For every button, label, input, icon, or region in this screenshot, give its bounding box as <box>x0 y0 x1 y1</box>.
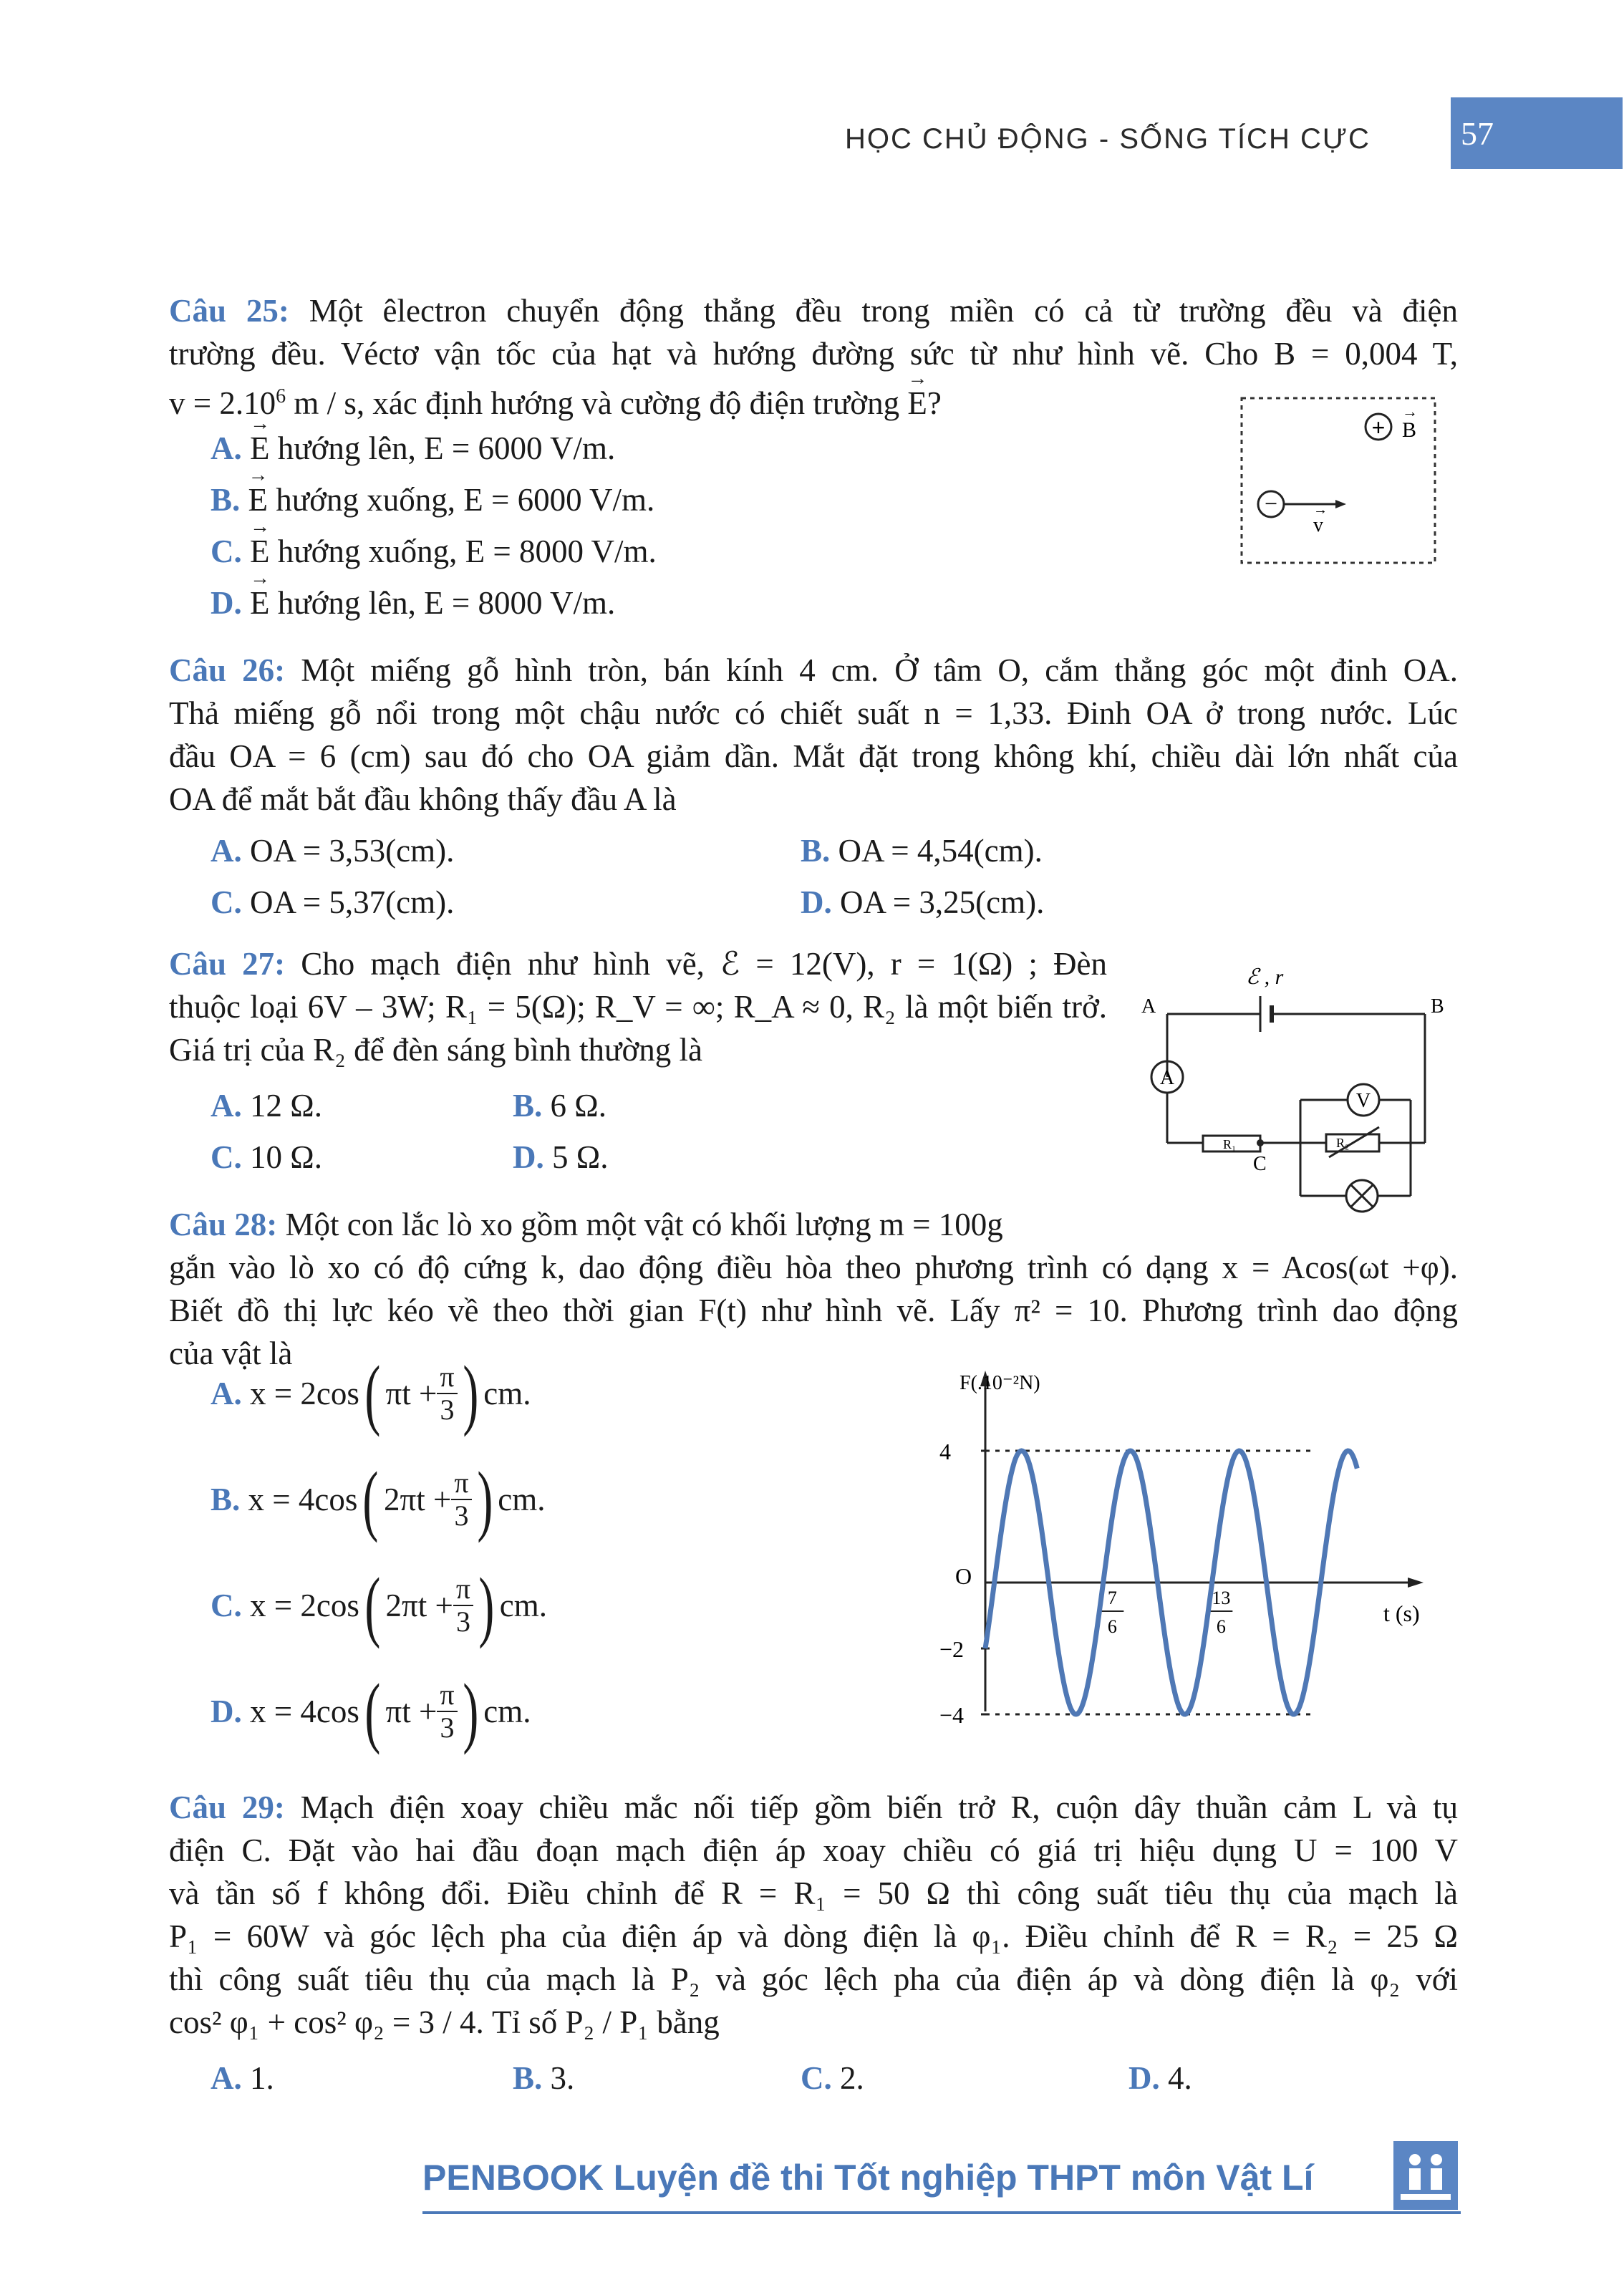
option-letter: A. <box>211 1088 242 1124</box>
option-b[interactable] <box>513 2057 574 2100</box>
question-text: P₁ = 60W và góc lệch pha của điện áp và dòng điện là φ₁. Điều chỉnh để R = R₂ = 25 Ω <box>169 1918 1458 1954</box>
right-paren: ) <box>462 1668 478 1755</box>
option-letter: B. <box>513 2060 543 2096</box>
option-arg: πt + <box>385 1694 438 1729</box>
fraction <box>437 1361 457 1426</box>
option-b[interactable] <box>211 478 654 521</box>
question-text: trường đều. Véctơ vận tốc của hạt và hướng đường sức từ như hình vẽ. Cho B = 0,004 T, <box>169 336 1458 372</box>
vector-e: → E <box>250 427 270 470</box>
question-text: đầu OA = 6 (cm) sau đó cho OA giảm dần. Mắt đặt trong không khí, chiều dài lớn nhất của <box>169 738 1458 774</box>
denominator: 3 <box>440 1394 455 1426</box>
question-text: Giá trị của R₂ để đèn sáng bình thường là <box>169 1032 702 1068</box>
question-26 <box>169 649 1458 821</box>
ammeter-label: A <box>1159 1067 1175 1089</box>
x-tick-denominator: 6 <box>1216 1616 1226 1637</box>
option-text: OA = 5,37(cm). <box>250 884 455 920</box>
option-text: OA = 4,54(cm). <box>838 833 1043 869</box>
footer-title: PENBOOK Luyện đề thi Tốt nghiệp THPT môn Vật Lí <box>422 2158 1314 2198</box>
option-unit: cm. <box>498 1482 546 1517</box>
question-text: OA để mắt bắt đầu không thấy đầu A là <box>169 781 677 817</box>
option-letter: C. <box>211 533 242 569</box>
question-label: Câu 26: <box>169 652 286 688</box>
option-text: x = 4cos <box>250 1694 359 1729</box>
question-text: cos² φ₁ + cos² φ₂ = 3 / 4. Tỉ số P₂ / P₁ bằng <box>169 2004 720 2040</box>
question-text: Một êlectron chuyển động thẳng đều trong miền có cả từ trường đều và điện <box>309 293 1459 329</box>
option-c[interactable] <box>801 2057 864 2100</box>
question-text: ? <box>927 385 942 421</box>
fraction <box>437 1679 457 1744</box>
numerator: π <box>437 1679 457 1712</box>
option-unit: cm. <box>499 1588 547 1623</box>
vector-e: → E <box>907 382 927 425</box>
right-paren: ) <box>476 1456 493 1543</box>
option-letter: A. <box>211 2060 242 2096</box>
option-d[interactable] <box>513 1136 608 1179</box>
question-text: thì công suất tiêu thụ của mạch là P₂ và góc lệch pha của điện áp và dòng điện là φ₂ với <box>169 1961 1458 1997</box>
velocity-arrowhead <box>1335 500 1346 508</box>
question-text: Một miếng gỗ hình tròn, bán kính 4 cm. Ở tâm O, cắm thẳng góc một đinh OA. <box>301 652 1459 688</box>
option-text: OA = 3,25(cm). <box>840 884 1045 920</box>
option-a[interactable] <box>211 1350 531 1437</box>
vector-e: → E <box>250 581 270 624</box>
question-label: Câu 29: <box>169 1789 285 1825</box>
node-a-label: A <box>1141 995 1156 1018</box>
running-header: HỌC CHỦ ĐỘNG - SỐNG TÍCH CỰC <box>845 123 1371 155</box>
option-arg: 2πt + <box>384 1482 452 1517</box>
x-tick-numerator: 13 <box>1212 1588 1231 1608</box>
circuit-figure <box>1139 957 1468 1222</box>
option-b[interactable] <box>801 829 1043 872</box>
right-paren: ) <box>478 1562 495 1649</box>
option-d[interactable] <box>801 881 1044 924</box>
option-text: 10 Ω. <box>250 1139 322 1175</box>
electron-field-figure <box>1239 395 1439 567</box>
node-c <box>1257 1139 1264 1146</box>
question-text: Thả miếng gỗ nổi trong một chậu nước có chiết suất n = 1,33. Đinh OA ở trong nước. Lúc <box>169 695 1458 731</box>
option-letter: A. <box>211 1376 242 1411</box>
y-axis-label: F(.10⁻²N) <box>960 1372 1040 1394</box>
r2-label: R₂ <box>1336 1136 1350 1150</box>
left-paren: ( <box>362 1456 379 1543</box>
question-text: gắn vào lò xo có độ cứng k, dao động điều hòa theo phương trình có dạng x = Acos(ωt +φ). <box>169 1250 1458 1285</box>
book-logo-icon <box>1393 2141 1458 2210</box>
option-c[interactable] <box>211 530 657 573</box>
option-letter: A. <box>211 833 242 869</box>
fraction <box>451 1467 471 1532</box>
exponent: 6 <box>276 385 286 407</box>
option-b[interactable] <box>513 1084 606 1127</box>
option-letter: D. <box>1128 2060 1160 2096</box>
option-letter: C. <box>801 2060 832 2096</box>
option-letter: B. <box>801 833 831 869</box>
option-arg: πt + <box>385 1376 438 1411</box>
node-b-label: B <box>1431 995 1444 1018</box>
question-text: thuộc loại 6V – 3W; R₁ = 5(Ω); R_V = ∞; R_A ≈ 0, R₂ là một biến trở. <box>169 989 1107 1025</box>
option-text: 1. <box>250 2060 274 2096</box>
option-b[interactable] <box>211 1456 546 1543</box>
numerator: π <box>451 1467 471 1500</box>
option-text: 3. <box>550 2060 575 2096</box>
x-axis-label: t (s) <box>1383 1600 1420 1626</box>
question-28 <box>169 1203 1458 1375</box>
x-axis-arrow <box>1408 1578 1424 1588</box>
question-text: điện C. Đặt vào hai đầu đoạn mạch điện áp xoay chiều có giá trị hiệu dụng U = 100 V <box>169 1832 1458 1868</box>
option-c[interactable] <box>211 1562 547 1649</box>
denominator: 3 <box>440 1711 455 1744</box>
question-text: Mạch điện xoay chiều mắc nối tiếp gồm biến trở R, cuộn dây thuần cảm L và tụ <box>300 1789 1459 1825</box>
force-time-chart <box>917 1361 1461 1733</box>
option-unit: cm. <box>483 1694 531 1729</box>
left-paren: ( <box>364 1562 381 1649</box>
minus-sign: − <box>1264 491 1278 516</box>
option-a[interactable] <box>211 1084 322 1127</box>
option-letter: D. <box>211 585 242 621</box>
option-c[interactable] <box>211 1136 322 1179</box>
source-label: ℰ , r <box>1246 965 1284 989</box>
option-text: x = 2cos <box>250 1376 359 1411</box>
option-text: hướng lên, E = 6000 V/m. <box>277 430 616 466</box>
x-tick-numerator: 7 <box>1107 1588 1117 1608</box>
r1-label: R₁ <box>1223 1137 1237 1151</box>
plus-sign: + <box>1371 415 1386 440</box>
question-27 <box>169 942 1107 1071</box>
option-text: 2. <box>840 2060 864 2096</box>
numerator: π <box>453 1573 473 1606</box>
option-text: 5 Ω. <box>552 1139 609 1175</box>
option-text: hướng lên, E = 8000 V/m. <box>277 585 616 621</box>
b-label: B <box>1402 418 1417 442</box>
left-paren: ( <box>364 1668 381 1755</box>
option-letter: D. <box>211 1694 242 1729</box>
v-vector-arrow: → <box>1313 502 1328 518</box>
denominator: 3 <box>455 1605 470 1638</box>
question-label: Câu 27: <box>169 946 286 982</box>
question-text: của vật là <box>169 1335 293 1371</box>
voltmeter-label: V <box>1355 1090 1371 1112</box>
option-c[interactable] <box>211 881 454 924</box>
page-number: 57 <box>1461 115 1494 152</box>
option-text: x = 4cos <box>248 1482 358 1517</box>
question-text: m / s, xác định hướng và cường độ điện trường <box>286 385 908 421</box>
option-a[interactable] <box>211 2057 274 2100</box>
option-letter: B. <box>211 482 241 518</box>
footer-rule <box>422 2211 1461 2214</box>
option-letter: C. <box>211 1588 242 1623</box>
question-text: Cho mạch điện như hình vẽ, ℰ = 12(V), r = 1(Ω) ; Đèn <box>301 946 1107 982</box>
option-letter: D. <box>801 884 832 920</box>
y-tick-label: O <box>955 1563 972 1589</box>
question-text: v = 2.10 <box>169 385 276 421</box>
question-text: Một con lắc lò xo gồm một vật có khối lượng m = 100g <box>285 1207 1003 1242</box>
option-arg: 2πt + <box>385 1588 453 1623</box>
option-text: 12 Ω. <box>250 1088 322 1124</box>
option-d[interactable] <box>211 581 615 624</box>
option-letter: D. <box>513 1139 544 1175</box>
option-text: hướng xuống, E = 6000 V/m. <box>276 482 655 518</box>
fraction <box>453 1573 473 1638</box>
question-text: và tần số f không đổi. Điều chỉnh để R = R₁ = 50 Ω thì công suất tiêu thụ của mạch là <box>169 1875 1458 1911</box>
y-tick-label: 4 <box>939 1439 951 1464</box>
option-text: hướng xuống, E = 8000 V/m. <box>277 533 657 569</box>
option-a[interactable] <box>211 829 454 872</box>
denominator: 3 <box>454 1499 469 1532</box>
question-29 <box>169 1786 1458 2044</box>
option-letter: C. <box>211 1139 242 1175</box>
option-text: 4. <box>1168 2060 1192 2096</box>
question-text: Biết đồ thị lực kéo về theo thời gian F(t) như hình vẽ. Lấy π² = 10. Phương trình dao động <box>169 1293 1458 1328</box>
option-a[interactable] <box>211 427 615 470</box>
node-c-label: C <box>1253 1153 1267 1175</box>
question-label: Câu 28: <box>169 1207 278 1242</box>
people-logo-icon <box>1393 2141 1458 2210</box>
option-letter: B. <box>513 1088 543 1124</box>
b-vector-arrow: → <box>1402 402 1418 420</box>
option-letter: A. <box>211 430 242 466</box>
numerator: π <box>437 1361 457 1394</box>
y-tick-label: −4 <box>939 1702 965 1728</box>
vector-e: → E <box>248 478 269 521</box>
option-text: x = 2cos <box>250 1588 359 1623</box>
option-letter: C. <box>211 884 242 920</box>
option-text: OA = 3,53(cm). <box>250 833 455 869</box>
x-tick-denominator: 6 <box>1107 1616 1117 1637</box>
question-label: Câu 25: <box>169 293 289 329</box>
v-label: v <box>1313 514 1323 536</box>
vector-e: → E <box>250 530 270 573</box>
option-d[interactable] <box>1128 2057 1192 2100</box>
option-unit: cm. <box>483 1376 531 1411</box>
y-tick-label: −2 <box>939 1636 965 1662</box>
left-paren: ( <box>364 1350 381 1437</box>
option-letter: B. <box>211 1482 241 1517</box>
option-text: 6 Ω. <box>550 1088 606 1124</box>
option-d[interactable] <box>211 1668 531 1755</box>
right-paren: ) <box>462 1350 478 1437</box>
